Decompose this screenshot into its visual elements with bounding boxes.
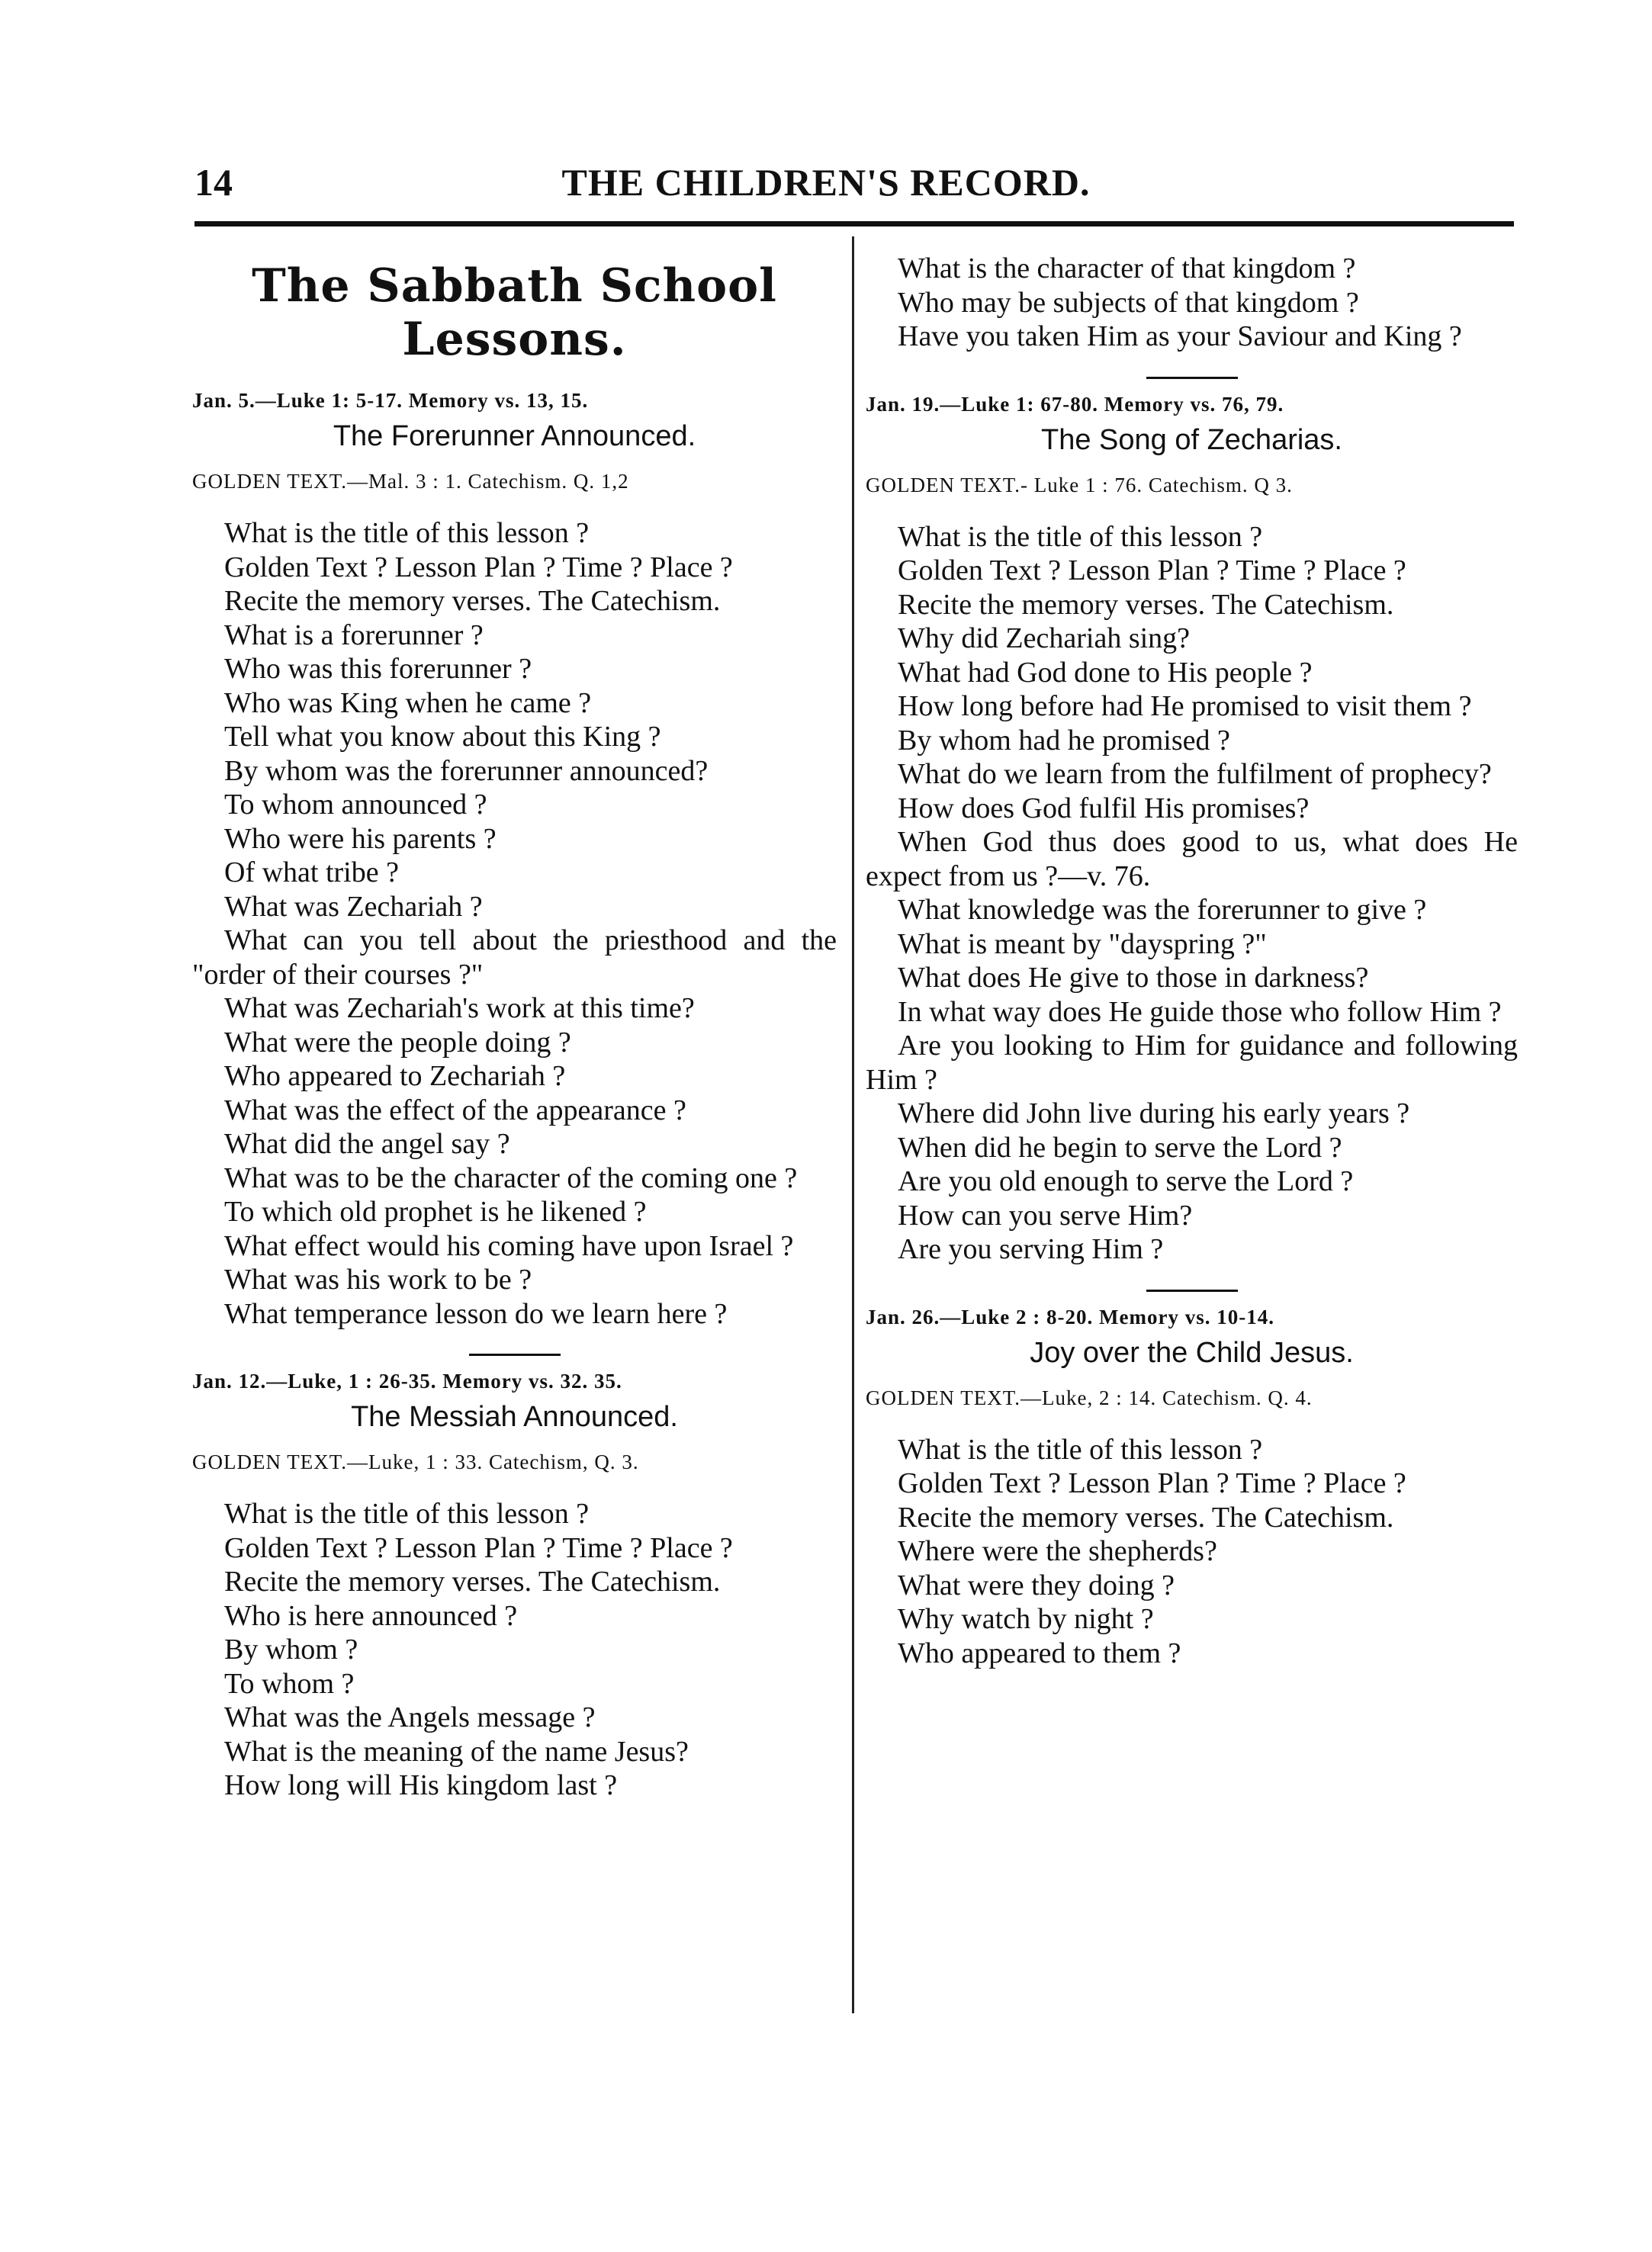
page-number: 14 [194, 161, 233, 204]
question: What was the effect of the appearance ? [224, 1094, 686, 1126]
question: Golden Text ? Lesson Plan ? Time ? Place ? [898, 1467, 1406, 1499]
question: What was Zechariah ? [224, 890, 483, 923]
lesson-title: The Forerunner Announced. [333, 420, 696, 452]
question: Who appeared to Zechariah ? [224, 1060, 566, 1092]
question: What were the people doing ? [224, 1026, 571, 1059]
question: What is the character of that kingdom ? [898, 252, 1356, 284]
question: By whom was the forerunner announced? [224, 754, 709, 787]
question: What is the title of this lesson ? [898, 520, 1263, 553]
lesson-reference: Jan. 19.—Luke 1: 67-80. Memory vs. 76, 79. [866, 392, 1284, 416]
question: How long will His kingdom last ? [224, 1769, 618, 1801]
page-header [0, 160, 1652, 214]
lesson-jan-12 [192, 1370, 837, 1803]
question: By whom ? [224, 1634, 358, 1666]
lesson-jan-26 [866, 1306, 1518, 1671]
lesson-title: The Messiah Announced. [351, 1401, 678, 1433]
question: Recite the memory verses. The Catechism. [224, 1566, 721, 1598]
question: What was his work to be ? [224, 1264, 532, 1296]
lesson-jan-5 [192, 389, 837, 1331]
question: Who is here announced ? [224, 1599, 518, 1632]
question: How long before had He promised to visit them ? [898, 690, 1472, 722]
question: How can you serve Him? [898, 1199, 1193, 1232]
question: Where were the shepherds? [898, 1535, 1217, 1567]
question-list [866, 1433, 1518, 1671]
question: Where did John live during his early years ? [898, 1097, 1410, 1129]
question: Golden Text ? Lesson Plan ? Time ? Place ? [898, 554, 1406, 586]
golden-text: GOLDEN TEXT.- Luke 1 : 76. Catechism. Q 3. [866, 473, 1293, 496]
column-divider [852, 236, 854, 2013]
question: What is the meaning of the name Jesus? [224, 1735, 689, 1768]
question: Why watch by night ? [898, 1603, 1154, 1635]
question: How does God fulfil His promises? [898, 792, 1310, 824]
question: What do we learn from the fulfilment of prophecy? [898, 758, 1492, 790]
header-rule [194, 221, 1514, 226]
question: Tell what you know about this King ? [224, 721, 661, 753]
question: To which old prophet is he likened ? [224, 1196, 647, 1228]
question: Are you looking to Him for guidance and following Him ? [866, 1030, 1518, 1096]
question: Who may be subjects of that kingdom ? [898, 286, 1359, 319]
section-rule [469, 1354, 561, 1356]
lesson-reference: Jan. 12.—Luke, 1 : 26-35. Memory vs. 32. 35. [192, 1370, 622, 1393]
question: What was the Angels message ? [224, 1701, 596, 1733]
question: Golden Text ? Lesson Plan ? Time ? Place ? [224, 551, 733, 583]
question: Have you taken Him as your Saviour and King ? [898, 320, 1462, 352]
question: Recite the memory verses. The Catechism. [898, 588, 1394, 621]
question: Who were his parents ? [224, 822, 497, 855]
question: Are you old enough to serve the Lord ? [898, 1165, 1354, 1197]
right-column [866, 244, 1518, 1670]
question: Of what tribe ? [224, 856, 399, 888]
question: By whom had he promised ? [898, 724, 1230, 757]
question-list [192, 1497, 837, 1803]
section-rule [1146, 377, 1238, 379]
running-title: THE CHILDREN'S RECORD. [561, 161, 1091, 204]
question: In what way does He guide those who follow Him ? [898, 995, 1502, 1028]
question: What were they doing ? [898, 1569, 1175, 1601]
question: What is a forerunner ? [224, 618, 484, 651]
question: When did he begin to serve the Lord ? [898, 1131, 1342, 1164]
golden-text: GOLDEN TEXT.—Luke, 1 : 33. Catechism, Q. 3. [192, 1450, 639, 1473]
golden-text: GOLDEN TEXT.—Luke, 2 : 14. Catechism. Q. 4. [866, 1386, 1313, 1409]
question: What is the title of this lesson ? [224, 1498, 590, 1530]
question: What temperance lesson do we learn here ? [224, 1297, 728, 1330]
question: What does He give to those in darkness? [898, 962, 1369, 994]
question: To whom announced ? [224, 789, 487, 821]
question: What knowledge was the forerunner to give ? [898, 894, 1427, 926]
question: Golden Text ? Lesson Plan ? Time ? Place ? [224, 1531, 733, 1564]
question: Are you serving Him ? [898, 1233, 1164, 1265]
question-list [866, 520, 1518, 1267]
question: What effect would his coming have upon Israel ? [224, 1229, 794, 1262]
lesson-title: The Song of Zecharias. [1041, 423, 1342, 456]
question: Who was King when he came ? [224, 686, 592, 719]
question: What was to be the character of the coming one ? [224, 1161, 798, 1194]
section-rule [1146, 1290, 1238, 1292]
question: Who was this forerunner ? [224, 653, 532, 685]
question: Why did Zechariah sing? [898, 622, 1191, 654]
lesson-title: Joy over the Child Jesus. [1030, 1336, 1354, 1369]
question: Who appeared to them ? [898, 1637, 1181, 1669]
question: Recite the memory verses. The Catechism. [224, 585, 721, 617]
question: What can you tell about the priesthood and the "order of their courses ?" [192, 924, 837, 991]
section-title: The Sabbath School Lessons. [252, 259, 777, 366]
question: What is meant by "dayspring ?" [898, 927, 1267, 960]
golden-text: GOLDEN TEXT.—Mal. 3 : 1. Catechism. Q. 1,2 [192, 470, 629, 493]
question: What is the title of this lesson ? [224, 517, 590, 549]
lesson-jan-19 [866, 393, 1518, 1267]
left-column [192, 244, 837, 1803]
question: What is the title of this lesson ? [898, 1433, 1263, 1466]
question: To whom ? [224, 1667, 355, 1700]
question: When God thus does good to us, what does He expect from us ?—v. 76. [866, 826, 1518, 892]
question-list [192, 516, 837, 1331]
question: Recite the memory verses. The Catechism. [898, 1501, 1394, 1534]
lesson-reference: Jan. 5.—Luke 1: 5-17. Memory vs. 13, 15. [192, 389, 589, 412]
lesson-reference: Jan. 26.—Luke 2 : 8-20. Memory vs. 10-14. [866, 1305, 1274, 1328]
question: What did the angel say ? [224, 1128, 510, 1160]
question: What was Zechariah's work at this time? [224, 992, 695, 1024]
continued-questions [866, 252, 1518, 354]
question: What had God done to His people ? [898, 656, 1313, 689]
